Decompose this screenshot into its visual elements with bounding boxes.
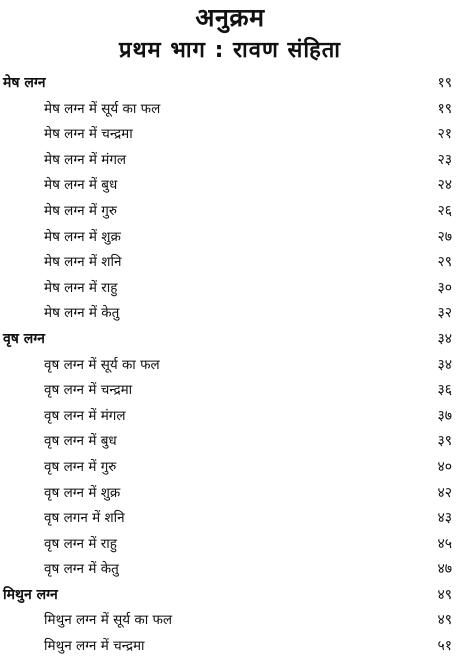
toc-entry-row xyxy=(0,97,460,123)
toc-page-number: ४५ xyxy=(437,535,452,552)
toc-entry-row xyxy=(0,250,460,276)
page-subtitle: प्रथम भाग : रावण संहिता xyxy=(118,38,342,63)
toc-entry-label: मिथुन लग्न में सूर्य का फल xyxy=(44,612,173,629)
toc-page-number: २६ xyxy=(437,202,452,219)
toc-entry-label: मेष लग्न में शनि xyxy=(44,254,122,271)
page-title: अनुक्रम xyxy=(195,3,265,32)
toc-page-number: ५१ xyxy=(437,638,452,655)
toc-entry-label: मेष लग्न में चन्द्रमा xyxy=(44,126,133,143)
toc-entry-label: मेष लग्न में सूर्य का फल xyxy=(44,100,161,117)
toc-entry-row xyxy=(0,199,460,225)
toc-entry-label: वृष लग्न में सूर्य का फल xyxy=(44,356,160,373)
toc-entry-row xyxy=(0,429,460,455)
toc-page-number: ४९ xyxy=(437,586,452,603)
toc-page-number: २१ xyxy=(437,126,452,143)
toc-entry-row xyxy=(0,148,460,174)
table-of-contents xyxy=(0,71,460,660)
toc-entry-label: मेष लग्न में राहु xyxy=(44,279,118,296)
toc-section-row xyxy=(0,71,460,97)
toc-page-number: २४ xyxy=(437,177,452,194)
toc-entry-label: वृष लग्न में राहु xyxy=(44,535,117,552)
toc-entry-label: मेष लग्न में मंगल xyxy=(44,151,127,168)
toc-entry-label: मेष लग्न में बुध xyxy=(44,177,118,194)
toc-page-number: ३७ xyxy=(437,407,452,424)
toc-entry-row xyxy=(0,276,460,302)
toc-page-number: २९ xyxy=(437,254,452,271)
toc-entry-label: मेष लग्न में केतु xyxy=(44,305,120,322)
toc-page-number: ४७ xyxy=(437,561,452,578)
toc-section-row xyxy=(0,583,460,609)
toc-entry-label: वृष लग्न में केतु xyxy=(44,561,119,578)
toc-entry-row xyxy=(0,481,460,507)
toc-entry-row xyxy=(0,122,460,148)
toc-entry-label: वृष लग्न में मंगल xyxy=(44,407,126,424)
toc-page-number: ३६ xyxy=(437,382,452,399)
toc-entry-row xyxy=(0,301,460,327)
toc-section-label: मेष लग्न xyxy=(3,75,46,91)
toc-entry-row xyxy=(0,506,460,532)
toc-page-number: २७ xyxy=(437,228,452,245)
toc-page-number: ३४ xyxy=(437,356,452,373)
toc-entry-label: मेष लग्न में गुरु xyxy=(44,202,117,219)
toc-page-number: ३२ xyxy=(437,305,452,322)
toc-page-number: २३ xyxy=(437,151,452,168)
toc-page-number: ४० xyxy=(437,458,452,475)
toc-entry-label: वृष लगन में शनि xyxy=(44,510,125,527)
toc-page-number: ३४ xyxy=(437,330,452,347)
toc-entry-row xyxy=(0,378,460,404)
toc-entry-label: वृष लग्न में बुध xyxy=(44,433,117,450)
toc-entry-row xyxy=(0,608,460,634)
toc-entry-row xyxy=(0,173,460,199)
toc-entry-label: मिथुन लग्न में चन्द्रमा xyxy=(44,638,145,655)
toc-entry-row xyxy=(0,557,460,583)
toc-page-number: ४९ xyxy=(437,612,452,629)
toc-page-number: ४३ xyxy=(437,510,452,527)
toc-entry-row xyxy=(0,353,460,379)
toc-page-number: १९ xyxy=(437,75,452,91)
toc-section-label: मिथुन लग्न xyxy=(3,586,58,603)
toc-section-row xyxy=(0,327,460,353)
toc-entry-label: वृष लग्न में गुरु xyxy=(44,458,117,475)
toc-entry-row xyxy=(0,404,460,430)
toc-page-number: ३० xyxy=(437,279,452,296)
toc-page-number: १९ xyxy=(437,100,452,117)
toc-entry-row xyxy=(0,225,460,251)
toc-entry-label: वृष लग्न में शुक्र xyxy=(44,484,121,501)
toc-section-label: वृष लग्न xyxy=(3,330,45,347)
toc-entry-label: मेष लग्न में शुक्र xyxy=(44,228,121,245)
toc-page-number: ३९ xyxy=(437,433,452,450)
toc-entry-row xyxy=(0,455,460,481)
toc-entry-row xyxy=(0,532,460,558)
toc-page-number: ४२ xyxy=(437,484,452,501)
toc-entry-label: वृष लग्न में चन्द्रमा xyxy=(44,382,133,399)
